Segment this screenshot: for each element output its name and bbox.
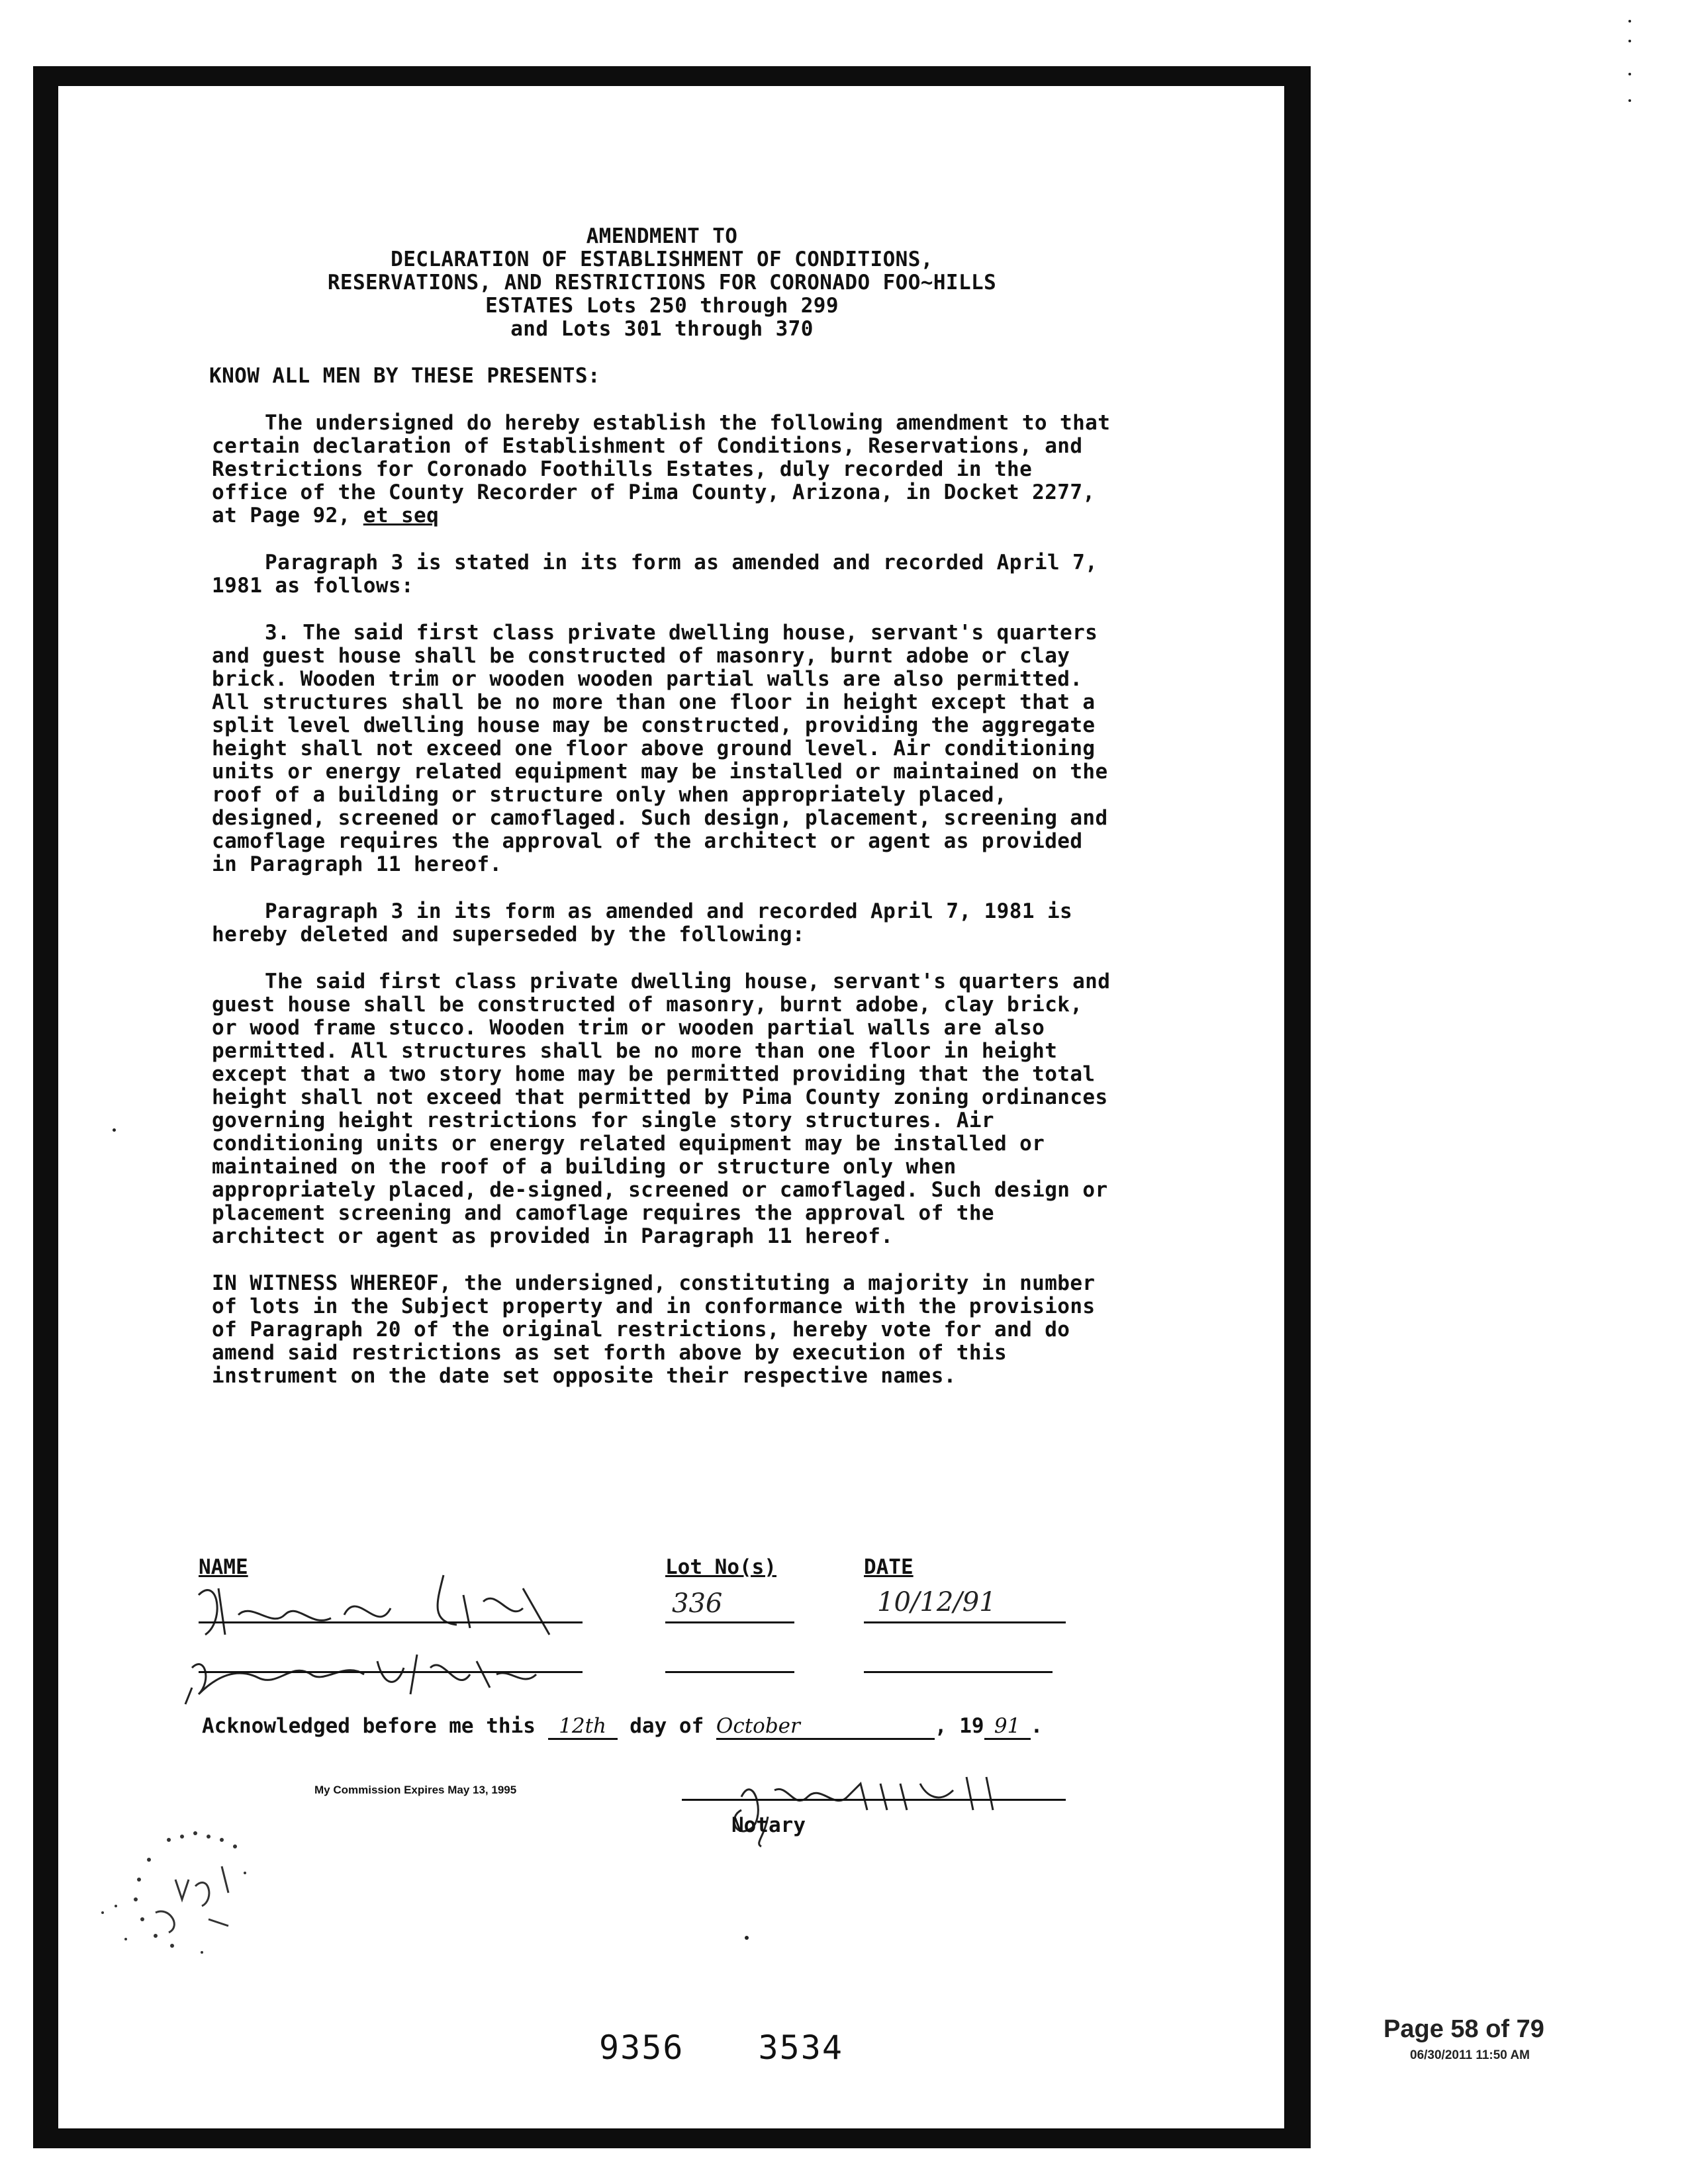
scan-speck: [1628, 20, 1631, 23]
ack-year-prefix: , 19: [934, 1714, 984, 1738]
ack-suffix: .: [1030, 1714, 1043, 1738]
know-all-heading: KNOW ALL MEN BY THESE PRESENTS:: [209, 364, 600, 388]
ack-middle: day of: [630, 1714, 704, 1738]
ack-prefix: Acknowledged before me this: [202, 1714, 536, 1738]
scan-speck: [113, 1128, 116, 1132]
lot-number-value: 336: [672, 1588, 723, 1619]
recording-number: [599, 2028, 843, 2067]
signature-line-2: [199, 1671, 583, 1673]
document-body: [209, 224, 1112, 1412]
scan-speck: [1628, 73, 1631, 75]
acknowledgment-line: [202, 1714, 1129, 1740]
paragraph-1-text: The undersigned do hereby establish the following amendment to that certain declaration of Establishment of Conditions, Reservations, and Restrictions for Coronado Foothills Estates, duly recorded in the office of the County Recorder of Pima County, Arizona, in Docket 2277, at Page 92,: [212, 411, 1111, 527]
title-line-2: DECLARATION OF ESTABLISHMENT OF CONDITIONS,: [391, 248, 933, 271]
title-line-1: AMENDMENT TO: [586, 224, 738, 248]
document-title: [212, 225, 1112, 341]
signature-line-1: [199, 1621, 583, 1623]
name-header: NAME: [199, 1555, 248, 1579]
signature-handwriting: [179, 1562, 609, 1714]
date-value: 10/12/91: [877, 1587, 996, 1617]
paragraph-1: [212, 412, 1112, 527]
ack-year: 91: [984, 1714, 1031, 1740]
notary-label: Notary: [731, 1813, 806, 1837]
commission-expires: My Commission Expires May 13, 1995: [314, 1784, 517, 1796]
notary-signature-line: [682, 1799, 1066, 1801]
title-line-4: ESTATES Lots 250 through 299: [485, 294, 839, 318]
scan-speck: [1628, 99, 1631, 102]
scan-speck: [745, 1936, 749, 1940]
lot-header: Lot No(s): [665, 1555, 776, 1579]
print-timestamp: 06/30/2011 11:50 AM: [1410, 2048, 1530, 2062]
notary-seal: [76, 1800, 288, 1972]
date-line-1: [864, 1621, 1066, 1623]
date-line-2: [864, 1671, 1053, 1673]
ack-month: October: [716, 1714, 935, 1740]
paragraph-3: 3. The said first class private dwelling house, servant's quarters and guest house shall be constructed of masonry, burnt adobe or clay brick. Wooden trim or wooden wooden partial walls are also permitted. All structures shall be no more than one floor in height except that a split level dwelling house may be constructed, providing the aggregate height shall not exceed one floor above ground level. Air conditioning units or energy related equipment may be installed or maintained on the roof of a building or structure only when appropriately placed, designed, screened or camoflaged. Such design, placement, screening and camoflage requires the approval of the architect or agent as provided in Paragraph 11 hereof.: [212, 621, 1108, 876]
lot-line-1: [665, 1621, 794, 1623]
paragraph-4: Paragraph 3 in its form as amended and recorded April 7, 1981 is hereby deleted and superseded by the following:: [212, 899, 1073, 946]
paragraph-5: The said first class private dwelling house, servant's quarters and guest house shall be constructed of masonry, burnt adobe, clay brick, or wood frame stucco. Wooden trim or wooden partial walls are also permitted. All structures shall be no more than one floor in height except that a two story home may be permitted providing that the total height shall not exceed that permitted by Pima County zoning ordinances governing height restrictions for single story structures. Air conditioning units or energy related equipment may be installed or maintained on the roof of a building or structure only when appropriately placed, de-signed, screened or camoflaged. Such design or placement screening and camoflage requires the approval of the architect or agent as provided in Paragraph 11 hereof.: [212, 970, 1111, 1248]
page-number: 3534: [758, 2028, 843, 2067]
paragraph-2: Paragraph 3 is stated in its form as amended and recorded April 7, 1981 as follows:: [212, 551, 1098, 598]
ack-day: 12th: [548, 1714, 618, 1740]
title-line-5: and Lots 301 through 370: [510, 317, 814, 341]
date-header: DATE: [864, 1555, 914, 1579]
et-seq: et seq: [363, 504, 440, 527]
paragraph-witness: IN WITNESS WHEREOF, the undersigned, constituting a majority in number of lots in the Subject property and in conformance with the provisions of Paragraph 20 of the original restrictions, hereby vote for and do amend said restrictions as set forth above by execution of this instrument on the date set opposite their respective names.: [212, 1271, 1096, 1388]
lot-line-2: [665, 1671, 794, 1673]
title-line-3: RESERVATIONS, AND RESTRICTIONS FOR CORONADO FOO~HILLS: [327, 271, 997, 295]
scan-speck: [1628, 40, 1631, 42]
docket-number: 9356: [599, 2028, 684, 2067]
page-of-counter: Page 58 of 79: [1383, 2015, 1544, 2043]
